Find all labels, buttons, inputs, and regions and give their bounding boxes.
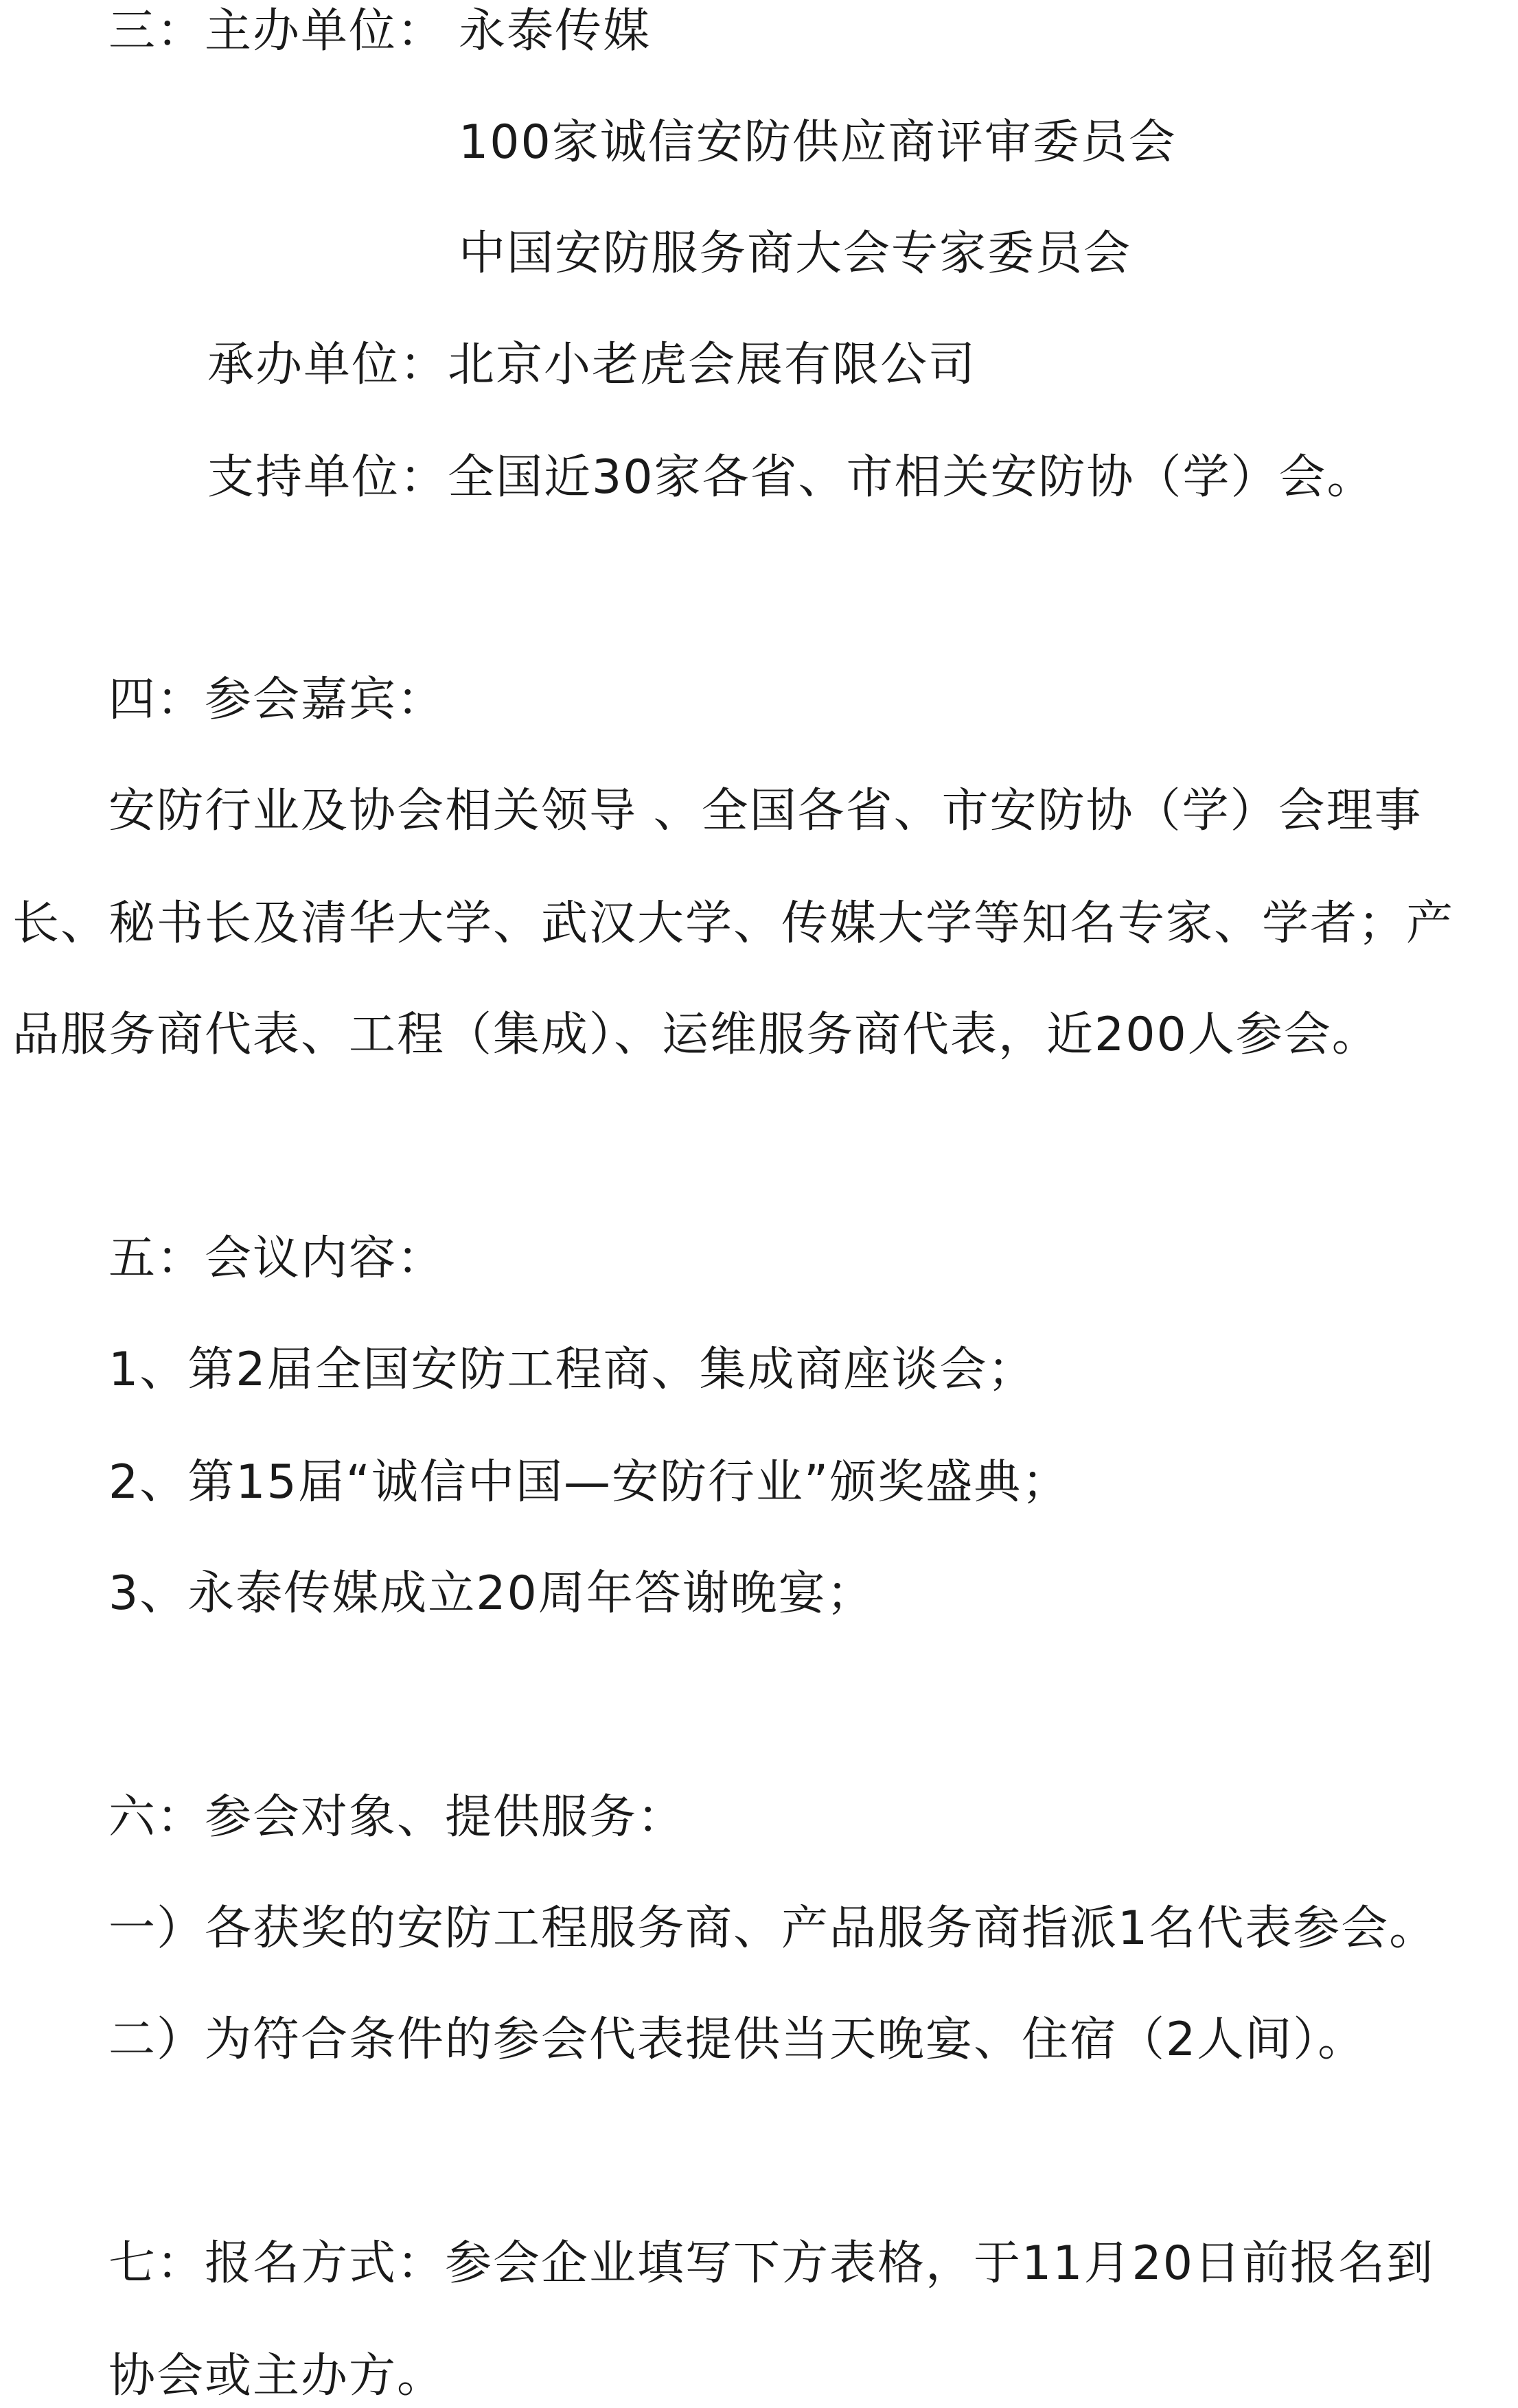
section6-item-2: 二）为符合条件的参会代表提供当天晚宴、住宿（2人间）。: [108, 2013, 1366, 2067]
section5-item-3: 3、永泰传媒成立20周年答谢晚宴；: [108, 1566, 875, 1621]
section6-heading: 六：参会对象、提供服务：: [108, 1790, 686, 1844]
section4-line-1: 安防行业及协会相关领导 、全国各省、市安防协（学）会理事: [108, 784, 1423, 838]
section4-line-2: 长、秘书长及清华大学、武汉大学、传媒大学等知名专家、学者；产: [12, 896, 1455, 951]
section5-item-2: 2、第15届“诚信中国—安防行业”颁奖盛典；: [108, 1455, 1070, 1509]
organizer-1: 永泰传媒: [459, 4, 652, 58]
section5-heading: 五：会议内容：: [108, 1231, 446, 1286]
supporter-line: 支持单位：全国近30家各省、市相关安防协（学）会。: [207, 450, 1375, 505]
section6-item-1: 一）各获奖的安防工程服务商、产品服务商指派1名代表参会。: [108, 1901, 1438, 1956]
section5-item-1: 1、第2届全国安防工程商、集成商座谈会；: [108, 1343, 1036, 1397]
undertaker-line: 承办单位：北京小老虎会展有限公司: [207, 338, 977, 392]
organizer-2: 100家诚信安防供应商评审委员会: [459, 115, 1177, 170]
organizer-3: 中国安防服务商大会专家委员会: [459, 227, 1132, 281]
section7-line-1: 七：报名方式：参会企业填写下方表格，于11月20日前报名到: [108, 2236, 1435, 2291]
section7-line-2: 协会或主办方。: [108, 2349, 446, 2403]
section4-line-3: 品服务商代表、工程（集成）、运维服务商代表，近200人参会。: [12, 1008, 1380, 1062]
section4-heading: 四：参会嘉宾：: [108, 673, 446, 727]
organizer-label: 三：主办单位：: [108, 4, 446, 58]
